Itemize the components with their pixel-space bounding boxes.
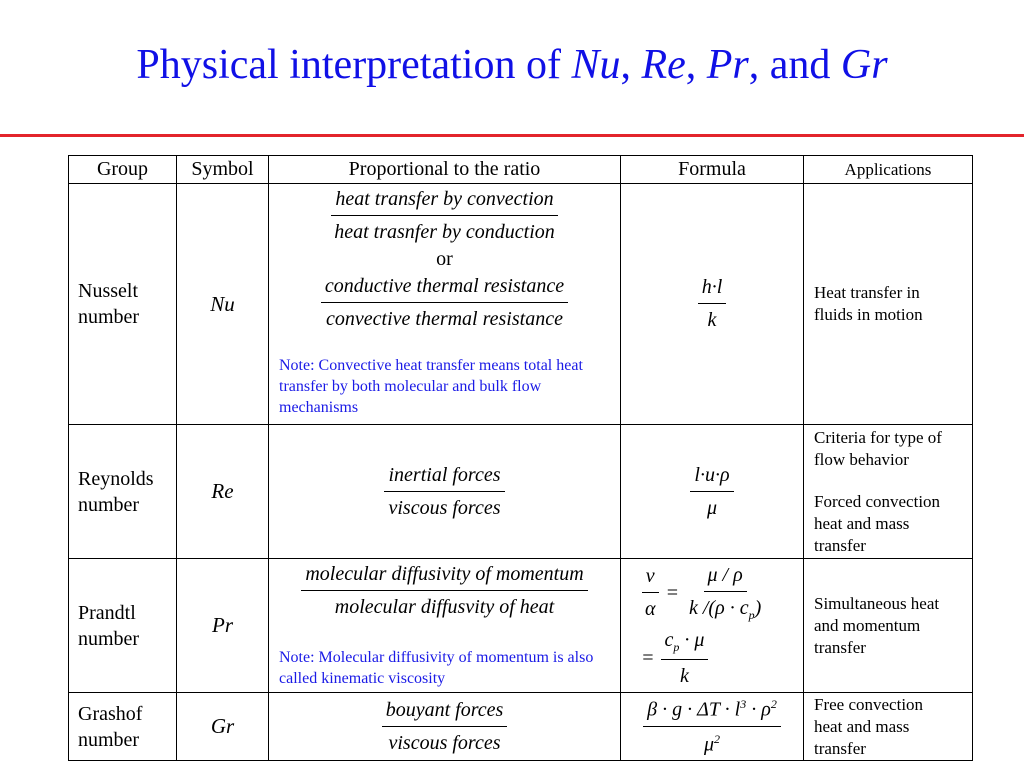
- ratio-cell: [269, 693, 621, 761]
- ratio-cell: [269, 184, 621, 425]
- table-row-grashof: [69, 693, 973, 761]
- group-cell: Reynolds number: [69, 425, 177, 559]
- header-formula: Formula: [621, 156, 804, 184]
- equals-sign: =: [665, 581, 679, 604]
- formula-cell: [621, 693, 804, 761]
- formula-cell: [621, 559, 804, 693]
- or-label: or: [436, 248, 453, 270]
- group-cell: Nusselt number: [69, 184, 177, 425]
- formula-fraction: $\frac{l\cdot u\cdot\rho}{\mu}$: [690, 464, 733, 520]
- header-symbol: Symbol: [177, 156, 269, 184]
- header-row: [69, 156, 973, 184]
- equals-sign: =: [641, 646, 655, 669]
- ratio-cell: [269, 559, 621, 693]
- applications-cell: Heat transfer in fluids in motion: [804, 184, 973, 425]
- formula-fraction: $\frac{h\cdot l}{k}$: [698, 276, 727, 332]
- formula-fraction: $\frac{\beta \cdot g \cdot \Delta T \cdot l^3 \cdot \rho^2}{\mu^2}$: [643, 697, 781, 756]
- page-title: Physical interpretation of Nu, Re, Pr, and Gr: [136, 42, 888, 88]
- formula-line-1: [641, 564, 803, 623]
- ratio-fraction: $\frac{\text{inertial forces}}{\text{viscous forces}}$: [384, 464, 504, 520]
- ratio-fraction: $\frac{\text{molecular diffusivity of momentum}}{\text{molecular diffusvity of heat}}$: [301, 563, 587, 619]
- header-ratio: Proportional to the ratio: [269, 156, 621, 184]
- ratio-fraction: $\frac{\text{bouyant forces}}{\text{viscous forces}}$: [382, 699, 508, 755]
- group-cell: Grashof number: [69, 693, 177, 761]
- table-row-prandtl: [69, 559, 973, 693]
- applications-cell: Simultaneous heat and momentum transfer: [804, 559, 973, 693]
- dimensionless-groups-table: [68, 155, 973, 761]
- formula-cell: [621, 425, 804, 559]
- symbol-cell: Re: [177, 425, 269, 559]
- group-cell: Prandtl number: [69, 559, 177, 693]
- header-group: Group: [69, 156, 177, 184]
- formula-fraction: $\frac{\nu}{\alpha}$: [641, 565, 660, 621]
- formula-cell: [621, 184, 804, 425]
- applications-cell: Free convection heat and mass transfer: [804, 693, 973, 761]
- symbol-cell: Nu: [177, 184, 269, 425]
- note-text: Note: Convective heat transfer means total heat transfer by both molecular and bulk flow mechanisms: [279, 357, 583, 416]
- header-applications: Applications: [804, 156, 973, 184]
- table-row-nusselt: [69, 184, 973, 425]
- table-row-reynolds: [69, 425, 973, 559]
- formula-fraction: $\frac{c_p \cdot \mu}{k}$: [661, 629, 709, 688]
- symbol-cell: Gr: [177, 693, 269, 761]
- applications-cell: Criteria for type of flow behavior Forced convection heat and mass transfer: [804, 425, 973, 559]
- ratio-cell: [269, 425, 621, 559]
- formula-line-2: [641, 629, 803, 688]
- title-divider: [0, 134, 1024, 137]
- ratio-fraction: $\frac{\text{heat transfer by convection}}{\text{heat trasnfer by conduction}}$: [330, 188, 559, 244]
- formula-fraction: $\frac{\mu / \rho}{k /(\rho \cdot c_p)}$: [689, 563, 762, 622]
- ratio-fraction-alt: $\frac{\text{conductive thermal resistance}}{\text{convective thermal resistance}}$: [321, 275, 568, 331]
- note-text: Note: Molecular diffusivity of momentum is also called kinematic viscosity: [279, 649, 594, 687]
- symbol-cell: Pr: [177, 559, 269, 693]
